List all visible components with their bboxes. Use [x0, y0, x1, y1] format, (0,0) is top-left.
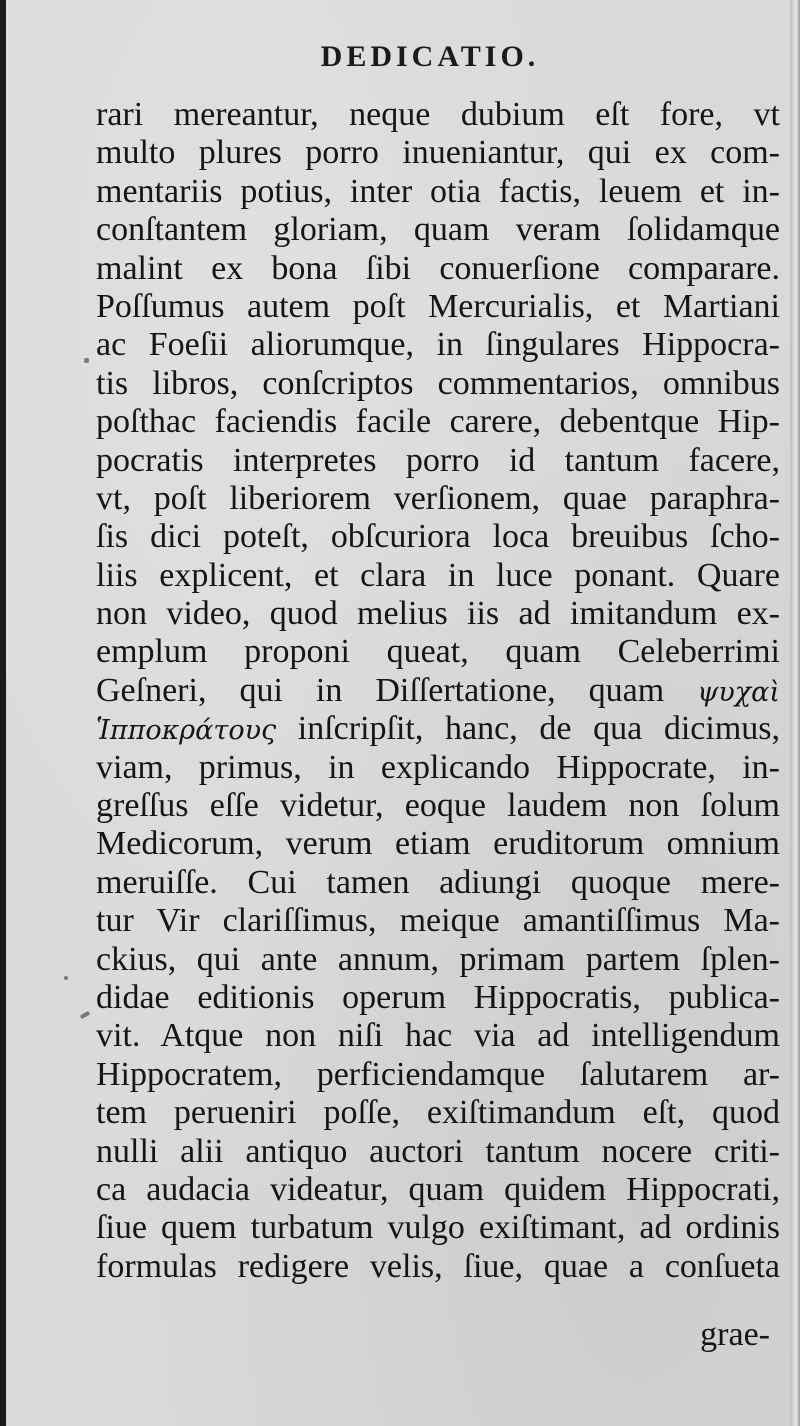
latin-text: didae editionis operum Hippocratis, publica- — [96, 978, 780, 1016]
latin-text: inſcripſit, hanc, de qua dicimus, — [276, 710, 780, 748]
text-line — [96, 1056, 780, 1094]
text-line — [96, 134, 780, 172]
latin-text: nulli alii antiquo auctori tantum nocere criti- — [96, 1132, 780, 1170]
latin-text: tem perueniri poſſe, exiſtimandum eſt, quod — [96, 1094, 780, 1132]
text-line — [96, 403, 780, 441]
latin-text: ſiue quem turbatum vulgo exiſtimant, ad ordinis — [96, 1209, 780, 1247]
page-right-edge — [790, 0, 800, 1426]
text-line — [96, 1209, 780, 1247]
latin-text: viam, primus, in explicando Hippocrate, in- — [96, 748, 780, 786]
text-line — [96, 1248, 780, 1286]
latin-text: emplum proponi queat, quam Celeberrimi — [96, 633, 780, 671]
text-line — [96, 1171, 780, 1209]
latin-text: Hippocratem, perficiendamque ſalutarem ar- — [96, 1055, 780, 1093]
latin-text: pocratis interpretes porro id tantum facere, — [96, 441, 780, 479]
latin-text: formulas redigere velis, ſiue, quae a conſueta — [96, 1247, 780, 1285]
latin-text: conſtantem gloriam, quam veram ſolidamque — [96, 211, 780, 249]
latin-text: rari mereantur, neque dubium eſt fore, vt — [96, 96, 780, 133]
latin-text: malint ex bona ſibi conuerſione comparare. — [96, 249, 780, 287]
latin-text: multo plures porro inueniantur, qui ex com- — [96, 134, 780, 172]
ink-speck — [64, 976, 68, 980]
latin-text: non video, quod melius iis ad imitandum ex- — [96, 595, 780, 633]
body-text — [96, 96, 780, 1286]
latin-text: Medicorum, verum etiam eruditorum omnium — [96, 825, 780, 863]
text-line — [96, 787, 780, 825]
text-line — [96, 173, 780, 211]
text-line — [96, 1094, 780, 1132]
text-line — [96, 672, 780, 710]
ink-speck — [80, 1011, 91, 1019]
text-line — [96, 979, 780, 1017]
latin-text: liis explicent, et clara in luce ponant. Quare — [96, 556, 780, 594]
text-line — [96, 96, 780, 134]
text-line — [96, 749, 780, 787]
latin-text: ca audacia videatur, quam quidem Hippocrati, — [96, 1170, 780, 1208]
latin-text: ckius, qui ante annum, primam partem ſplen- — [96, 940, 780, 978]
greek-text: ψυχαὶ — [697, 676, 780, 708]
text-line — [96, 902, 780, 940]
latin-text: tis libros, conſcriptos commentarios, omnibus — [96, 364, 780, 402]
text-line — [96, 288, 780, 326]
text-line — [96, 633, 780, 671]
text-line — [96, 1133, 780, 1171]
running-head: DEDICATIO. — [320, 40, 540, 73]
latin-text: greſſus eſſe videtur, eoque laudem non ſolum — [96, 787, 780, 825]
text-line — [96, 480, 780, 518]
text-line — [96, 595, 780, 633]
text-line — [96, 710, 780, 748]
greek-text: Ἱπποκράτους — [96, 715, 277, 747]
latin-text: Geſneri, qui in Diſſertatione, quam — [96, 671, 698, 709]
latin-text: Poſſumus autem poſt Mercurialis, et Martiani — [96, 287, 780, 325]
text-line — [96, 864, 780, 902]
text-line — [96, 442, 780, 480]
text-line — [96, 326, 780, 364]
page-left-edge — [0, 0, 6, 1426]
latin-text: tur Vir clariſſimus, meique amantiſſimus Ma- — [96, 902, 780, 940]
ink-speck — [84, 358, 89, 363]
text-line — [96, 365, 780, 403]
text-line — [96, 557, 780, 595]
text-line — [96, 1017, 780, 1055]
latin-text: meruiſſe. Cui tamen adiungi quoque mere- — [96, 863, 780, 901]
text-line — [96, 941, 780, 979]
text-line — [96, 211, 780, 249]
catchword: grae- — [700, 1316, 770, 1353]
latin-text: vit. Atque non niſi hac via ad intelligendum — [96, 1017, 780, 1055]
text-line — [96, 250, 780, 288]
latin-text: poſthac faciendis facile carere, debentque Hip- — [96, 403, 780, 441]
latin-text: mentariis potius, inter otia factis, leuem et in- — [96, 172, 780, 210]
latin-text: vt, poſt liberiorem verſionem, quae paraphra- — [96, 479, 780, 517]
text-line — [96, 518, 780, 556]
text-line — [96, 825, 780, 863]
latin-text: ſis dici poteſt, obſcuriora loca breuibus ſcho- — [96, 518, 780, 556]
latin-text: ac Foeſii aliorumque, in ſingulares Hippocra- — [96, 326, 780, 364]
